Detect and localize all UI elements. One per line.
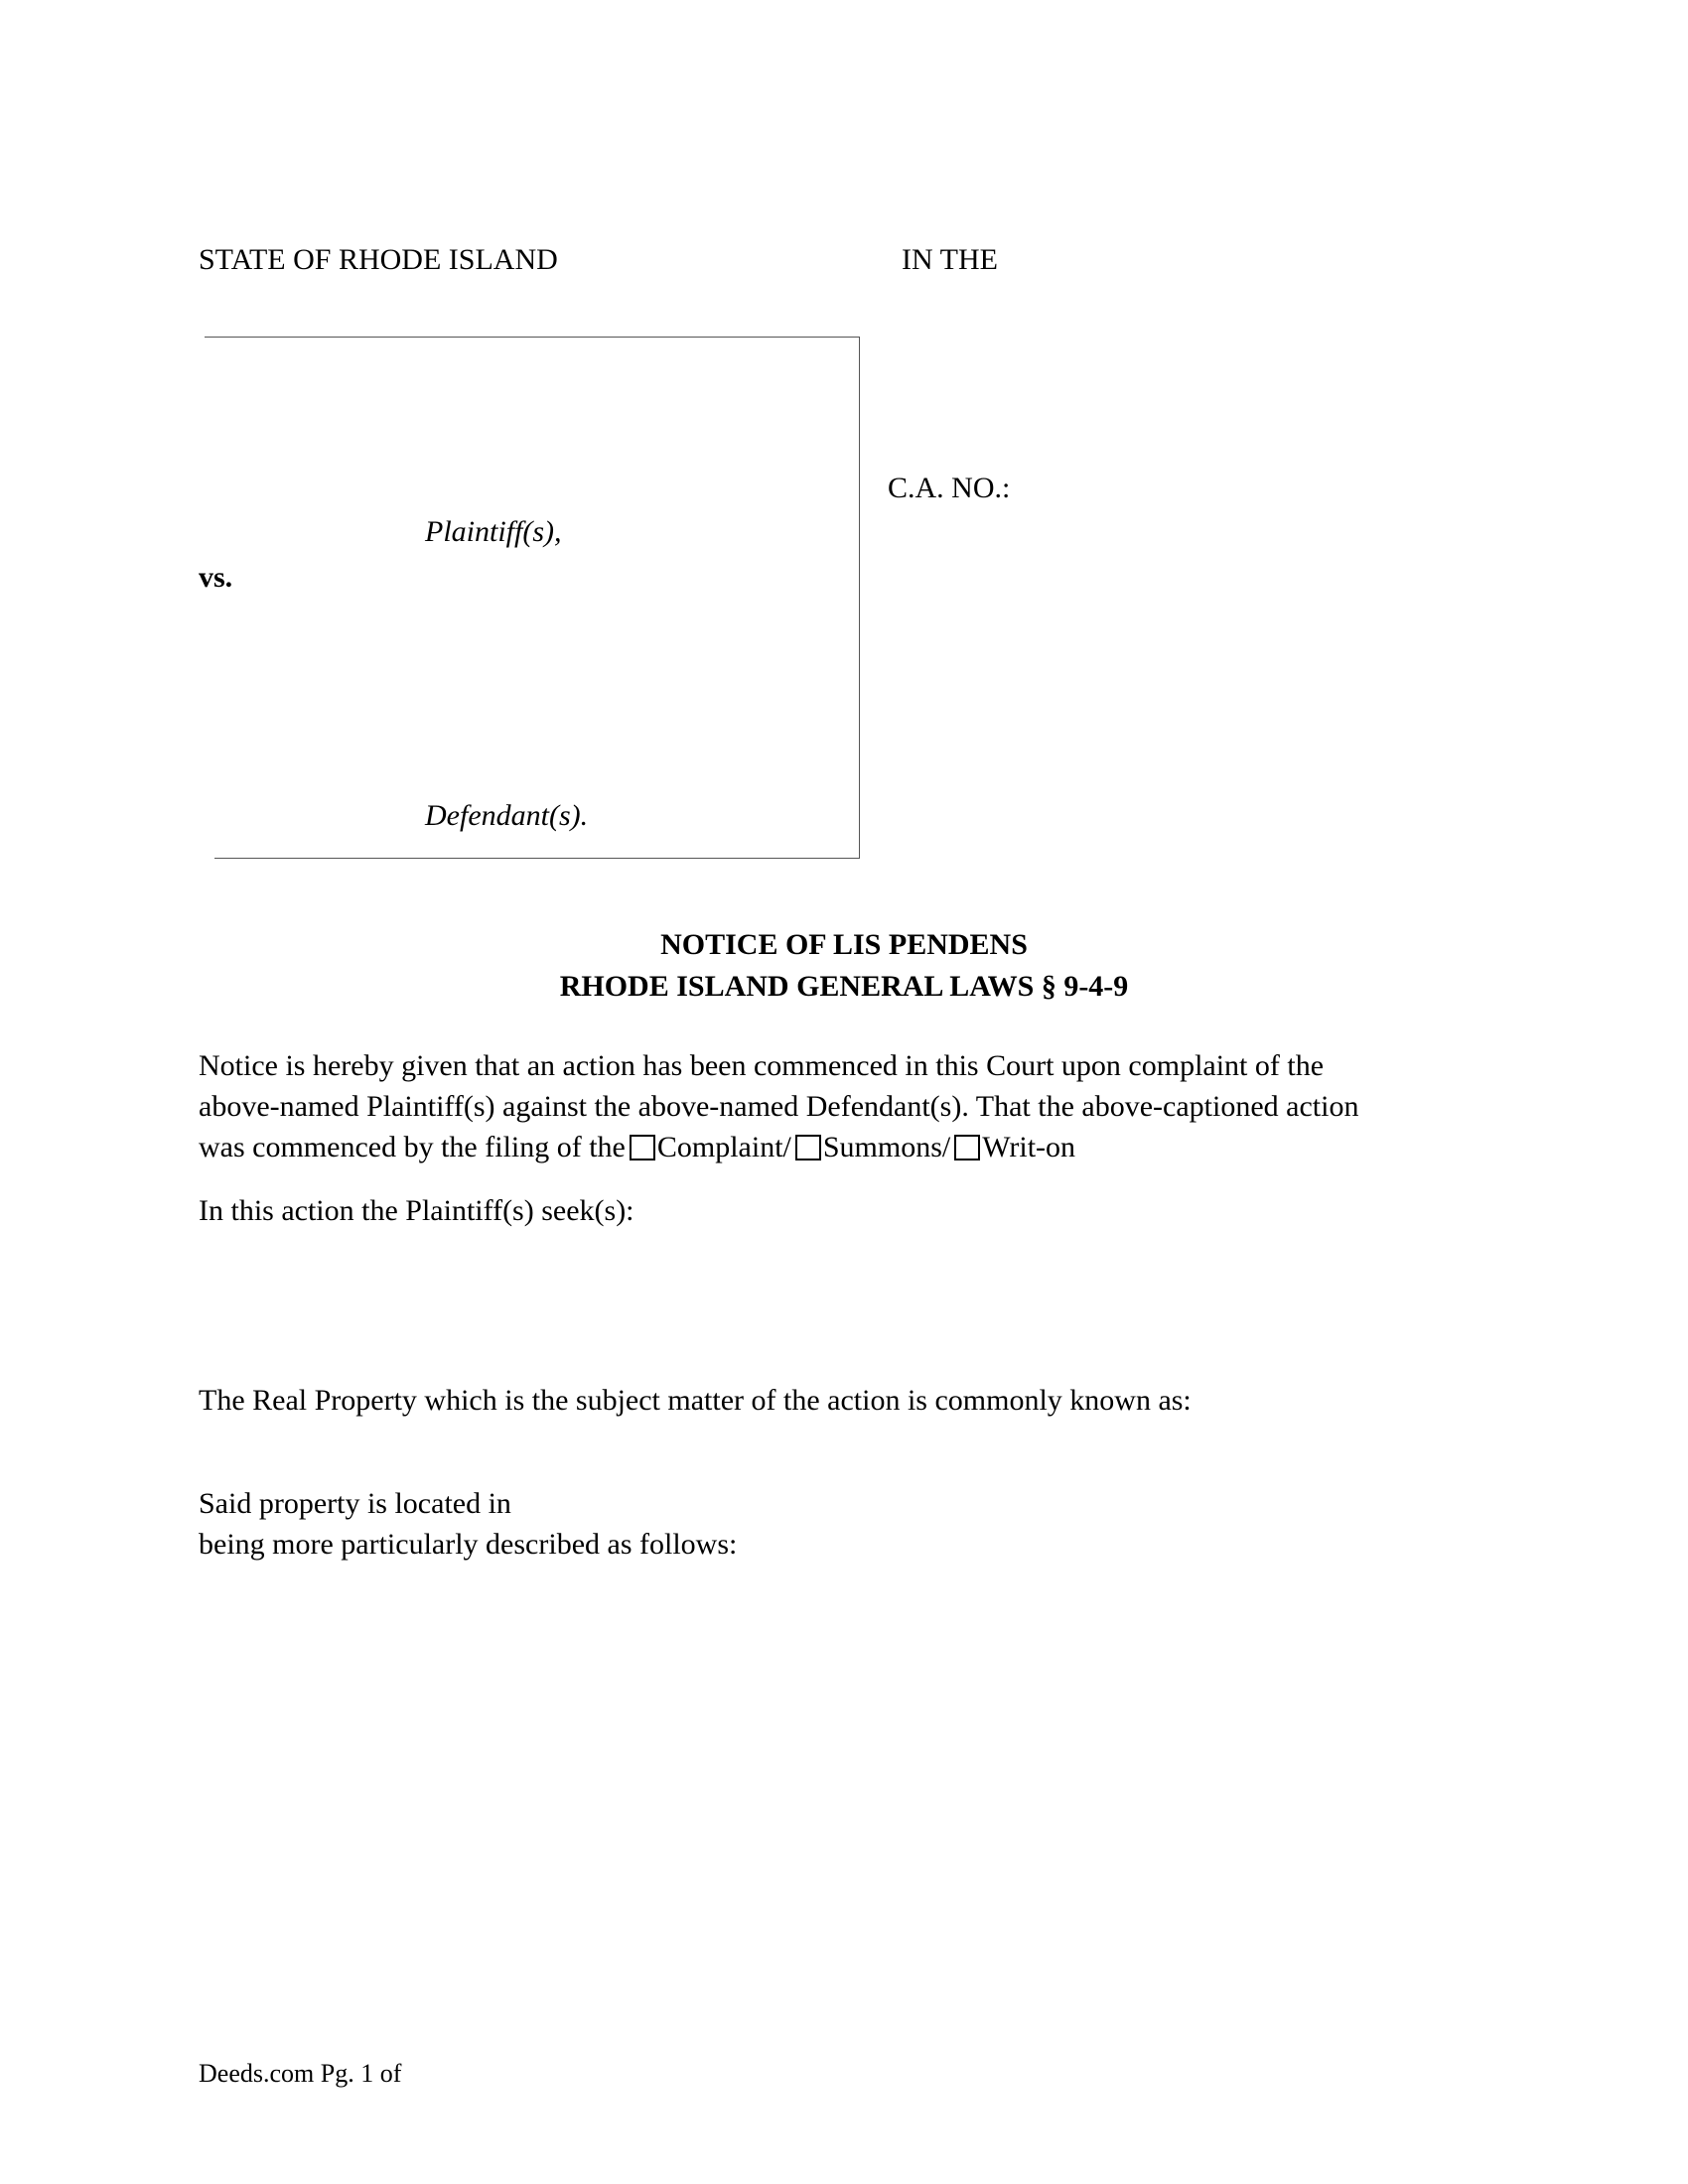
notice-paragraph-line-1: Notice is hereby given that an action has been commenced in this Court upon complaint of the [199,1049,1325,1082]
defendant-label: Defendant(s). [425,799,589,832]
seeks-label: In this action the Plaintiff(s) seek(s): [199,1194,634,1227]
writ-on-option-label: Writ-on [982,1131,1076,1163]
state-label: STATE OF RHODE ISLAND [199,243,558,276]
plaintiff-label: Plaintiff(s), [425,515,562,548]
court-label: IN THE [902,243,998,276]
located-label: Said property is located in [199,1487,511,1520]
filing-prefix: was commenced by the filing of the [199,1131,626,1163]
document-title: NOTICE OF LIS PENDENS [660,928,1028,961]
property-label: The Real Property which is the subject matter of the action is commonly known as: [199,1384,1192,1417]
caption-bottom-line [214,858,860,859]
versus-label: vs. [199,561,233,594]
notice-paragraph-line-3 [199,1130,1075,1165]
case-number-label: C.A. NO.: [888,472,1011,504]
complaint-option-label: Complaint/ [656,1131,791,1163]
caption-right-line [859,337,860,859]
notice-paragraph-line-2: above-named Plaintiff(s) against the above-named Defendant(s). That the above-captioned action [199,1090,1359,1123]
complaint-checkbox[interactable] [630,1135,655,1160]
page-footer: Deeds.com Pg. 1 of [199,2059,402,2088]
caption-top-line [205,337,860,338]
writ-on-checkbox[interactable] [954,1135,980,1160]
summons-option-label: Summons/ [822,1131,951,1163]
document-subtitle: RHODE ISLAND GENERAL LAWS § 9-4-9 [559,970,1129,1003]
described-label: being more particularly described as follows: [199,1528,738,1561]
summons-checkbox[interactable] [795,1135,821,1160]
